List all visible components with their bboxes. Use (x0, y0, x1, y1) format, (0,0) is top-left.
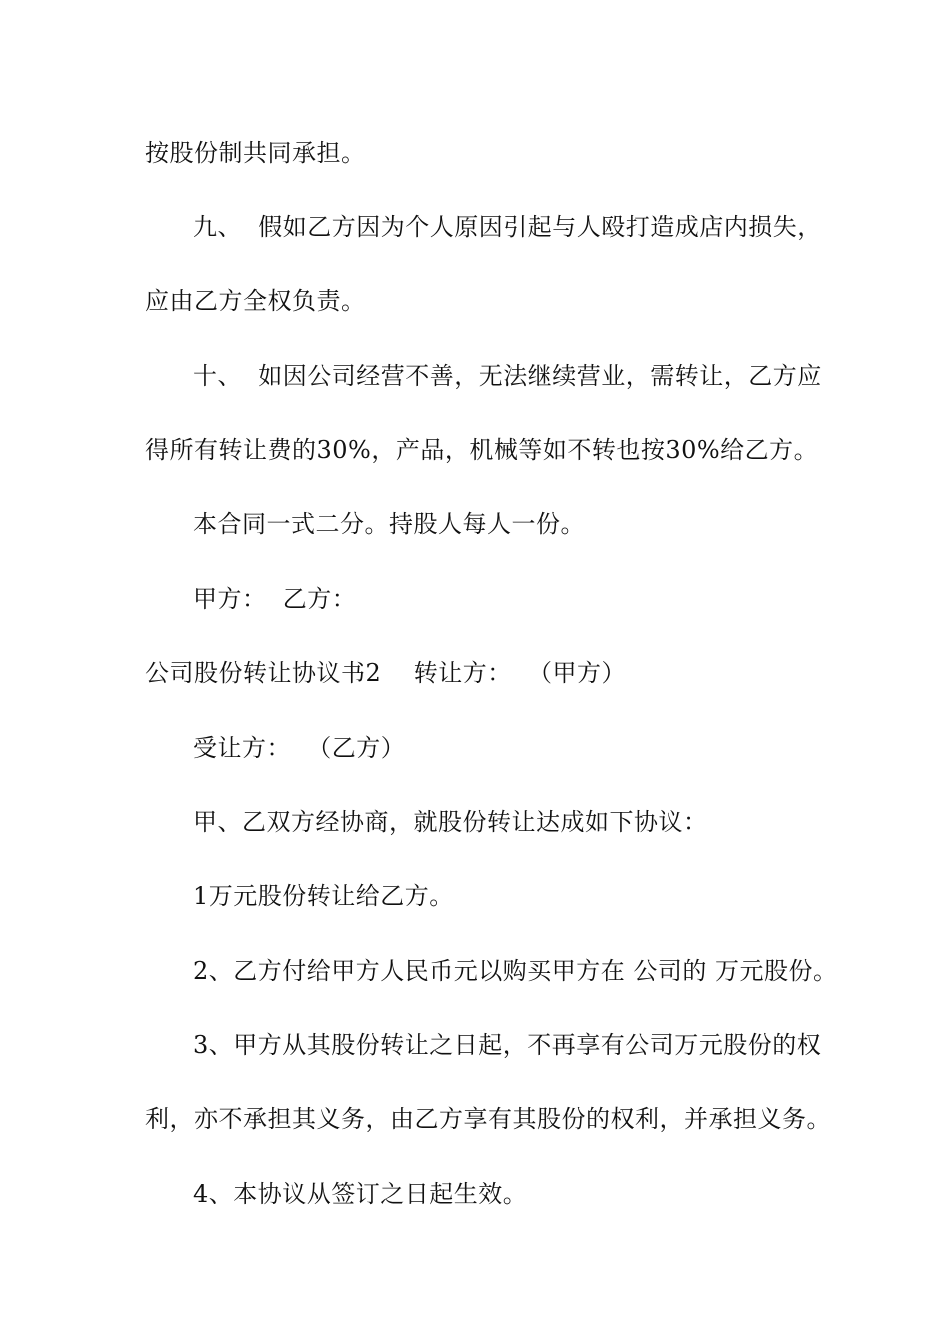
text-line: 甲、乙双方经协商，就股份转让达成如下协议： (193, 808, 708, 836)
agreement-title-line: 公司股份转让协议书2 转让方： （甲方） (145, 659, 627, 687)
text-line: 得所有转让费的30%，产品，机械等如不转也按30%给乙方。 (145, 436, 819, 464)
clause-3-line: 3、甲方从其股份转让之日起，不再享有公司万元股份的权 (193, 1031, 822, 1059)
text-line: 按股份制共同承担。 (145, 139, 366, 167)
text-line: 应由乙方全权负责。 (145, 287, 366, 315)
text-line: 利，亦不承担其义务，由乙方享有其股份的权利，并承担义务。 (145, 1105, 831, 1133)
clause-2-line: 2、乙方付给甲方人民币元以购买甲方在 公司的 万元股份。 (193, 957, 838, 985)
text-line: 本合同一式二分。持股人每人一份。 (193, 510, 585, 538)
clause-9-line: 九、 假如乙方因为个人原因引起与人殴打造成店内损失， (193, 213, 822, 241)
clause-4-line: 4、本协议从签订之日起生效。 (193, 1180, 528, 1208)
signature-line: 甲方： 乙方： (193, 585, 357, 613)
transferee-line: 受让方： （乙方） (193, 734, 406, 762)
clause-10-line: 十、 如因公司经营不善，无法继续营业，需转让，乙方应 (193, 362, 822, 390)
clause-1-line: 1万元股份转让给乙方。 (193, 882, 454, 910)
